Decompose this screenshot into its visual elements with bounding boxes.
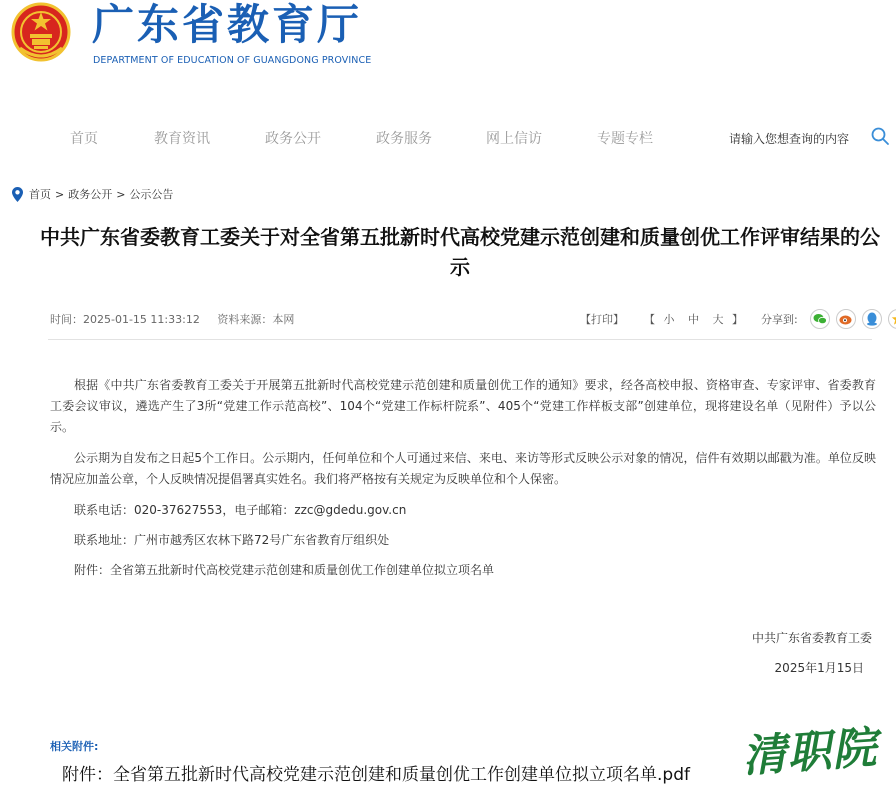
article-title: 中共广东省委教育工委关于对全省第五批新时代高校党建示范创建和质量创优工作评审结果的公示 — [40, 225, 880, 279]
size-bracket-open: 【 — [644, 313, 655, 326]
related-attachments-label: 相关附件: — [50, 740, 99, 753]
nav-item-education-news[interactable]: 教育资讯 — [154, 131, 210, 147]
location-pin-icon — [12, 187, 23, 202]
meta-divider — [48, 339, 872, 340]
article-body — [50, 375, 876, 590]
wechat-icon — [813, 313, 827, 325]
breadcrumb-announcements[interactable]: 公示公告 — [129, 188, 174, 201]
main-nav — [0, 120, 896, 154]
article-tools — [580, 309, 896, 329]
watermark: 清职院 — [740, 722, 879, 783]
font-size-large-button[interactable]: 大 — [712, 313, 724, 326]
breadcrumb-separator: > — [55, 187, 65, 201]
weibo-icon — [839, 313, 853, 325]
share-label: 分享到: — [761, 313, 798, 326]
nav-item-home[interactable]: 首页 — [70, 131, 98, 147]
site-header — [0, 0, 896, 80]
national-emblem-icon[interactable] — [10, 2, 72, 64]
signature-date: 2025年1月15日 — [774, 661, 864, 675]
attachment-link[interactable]: 附件：全省第五批新时代高校党建示范创建和质量创优工作创建单位拟立项名单.pdf — [62, 765, 690, 785]
site-subtitle: DEPARTMENT OF EDUCATION OF GUANGDONG PROVINCE — [93, 55, 372, 66]
breadcrumb-government-affairs[interactable]: 政务公开 — [68, 188, 113, 201]
qq-share-button[interactable] — [862, 309, 882, 329]
nav-item-government-affairs[interactable]: 政务公开 — [265, 131, 321, 147]
breadcrumb-home[interactable]: 首页 — [29, 188, 51, 201]
font-size-medium-button[interactable]: 中 — [688, 313, 699, 326]
font-size-small-button[interactable]: 小 — [663, 313, 675, 326]
attachment-note: 附件：全省第五批新时代高校党建示范创建和质量创优工作创建单位拟立项名单 — [74, 563, 495, 577]
search-icon[interactable] — [870, 126, 890, 146]
nav-item-online-petition[interactable]: 网上信访 — [486, 131, 542, 147]
article-meta — [50, 311, 308, 327]
qzone-icon — [891, 312, 896, 326]
wechat-share-button[interactable] — [810, 309, 830, 329]
body-paragraph: 根据《中共广东省委教育工委关于开展第五批新时代高校党建示范创建和质量创优工作的通知》要求，经各高校申报、资格审查、专家评审、省委教育工委会议审议，遴选产生了3所“党建工作示范高校”、104个“党建工作标杆院系”、405个“党建工作样板支部”创建单位，现将建设名单（见附件）予以公示。 — [50, 378, 876, 434]
site-title[interactable]: 广东省教育厅 — [92, 0, 363, 49]
qq-icon — [866, 312, 878, 326]
contact-phone-email: 联系电话：020-37627553，电子邮箱：zzc@gdedu.gov.cn — [74, 503, 407, 517]
search-input[interactable]: 请输入您想查询的内容 — [729, 132, 850, 146]
qzone-share-button[interactable] — [888, 309, 896, 329]
contact-address: 联系地址：广州市越秀区农林下路72号广东省教育厅组织处 — [74, 533, 390, 547]
nav-item-government-services[interactable]: 政务服务 — [376, 131, 432, 147]
font-size-selector — [644, 311, 743, 327]
breadcrumb-separator: > — [116, 187, 126, 201]
weibo-share-button[interactable] — [836, 309, 856, 329]
nav-item-special-topics[interactable]: 专题专栏 — [597, 131, 653, 147]
publish-time: 时间：2025-01-15 11:33:12 — [50, 313, 200, 326]
breadcrumb — [12, 186, 173, 202]
article-source: 资料来源：本网 — [217, 313, 295, 326]
print-button[interactable]: 【打印】 — [580, 313, 624, 326]
signature-org: 中共广东省委教育工委 — [751, 631, 872, 645]
size-bracket-close: 】 — [732, 313, 743, 326]
body-paragraph: 公示期为自发布之日起5个工作日。公示期内，任何单位和个人可通过来信、来电、来访等形式反映公示对象的情况，信件有效期以邮戳为准。单位反映情况应加盖公章，个人反映情况提倡署真实姓名。我们将严格按有关规定为反映单位和个人保密。 — [50, 451, 876, 486]
